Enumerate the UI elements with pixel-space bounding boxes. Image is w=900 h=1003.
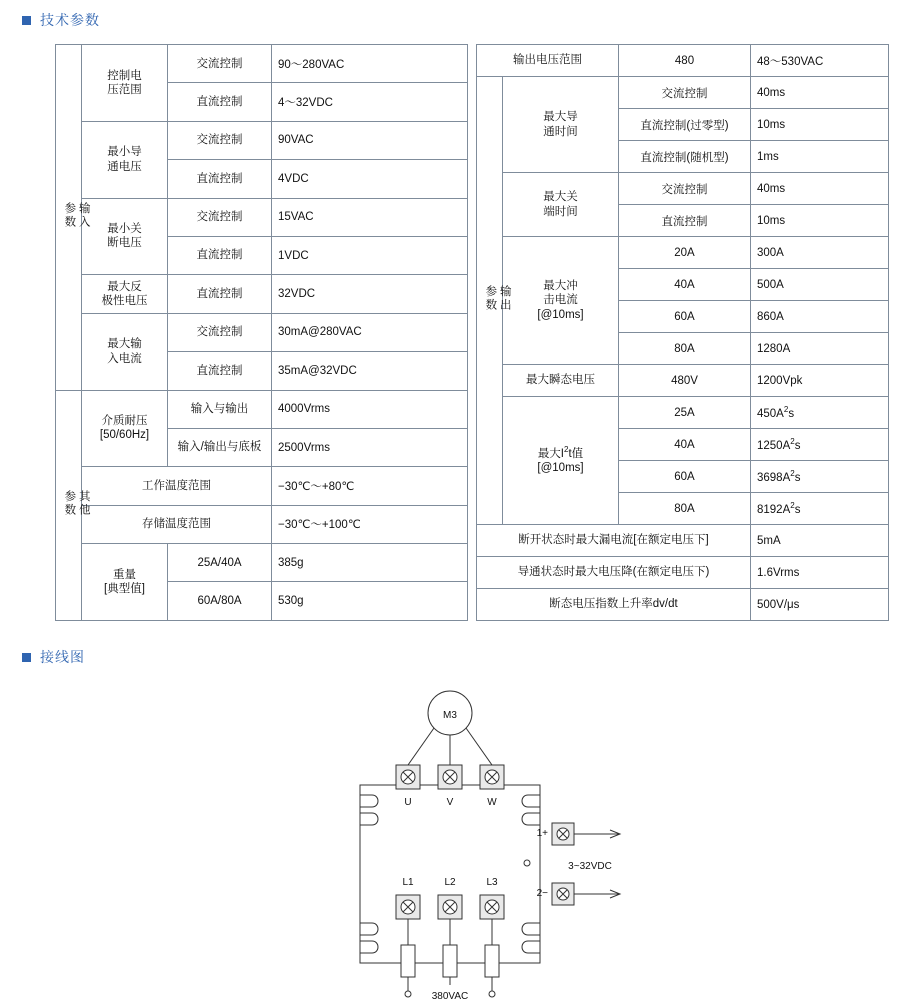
table-row	[56, 313, 468, 351]
value-on-time-dc-zero: 10ms	[751, 109, 889, 141]
value-surge-40a: 500A	[751, 269, 889, 301]
value-i2t-40a: $1250A^2s$	[751, 429, 889, 461]
value-max-leak-current: 5mA	[751, 525, 889, 557]
value-on-time-dc-random: 1ms	[751, 141, 889, 173]
value-out-volt-mid: 480	[619, 45, 751, 77]
value-on-time-ac: 40ms	[751, 77, 889, 109]
sublabel-25a: 25A	[619, 397, 751, 429]
value-surge-60a: 860A	[751, 301, 889, 333]
label-max-reverse-volt: 最大反 极性电压	[82, 275, 168, 313]
label-store-temp: 存储温度范围	[82, 505, 272, 543]
table-row	[477, 557, 889, 589]
value-max-reverse: 32VDC	[272, 275, 468, 313]
sublabel-dc-random: 直流控制(随机型)	[619, 141, 751, 173]
table-row	[477, 397, 889, 429]
sublabel-dc-control: 直流控制	[168, 236, 272, 274]
value-out-volt-range: 48～530VAC	[751, 45, 889, 77]
sublabel-40a: 40A	[619, 429, 751, 461]
value-dielectric-base: 2500Vrms	[272, 428, 468, 466]
sublabel-80a: 80A	[619, 493, 751, 525]
label-weight: 重量 [典型值]	[82, 544, 168, 621]
wiring-section-header	[0, 647, 900, 667]
label-dvdt: 断态电压指数上升率dv/dt	[477, 589, 751, 621]
table-row	[56, 505, 468, 543]
table-row	[477, 45, 889, 77]
dc-range-label: 3~32VDC	[568, 861, 612, 872]
value-off-time-dc: 10ms	[751, 205, 889, 237]
value-i2t-80a: $8192A^2s$	[751, 493, 889, 525]
table-row	[477, 173, 889, 205]
label-min-off-volt: 最小关 断电压	[82, 198, 168, 275]
sublabel-ac-control: 交流控制	[619, 173, 751, 205]
sublabel-60a: 60A	[619, 301, 751, 333]
table-row	[56, 544, 468, 582]
value-max-in-dc: 35mA@32VDC	[272, 352, 468, 390]
label-dielectric: 介质耐压 [50/60Hz]	[82, 390, 168, 467]
label-max-i2t: 最大$I^2t$值 [@10ms]	[503, 397, 619, 525]
sublabel-60a: 60A	[619, 461, 751, 493]
value-store-temp: −30℃～+100℃	[272, 505, 468, 543]
table-row	[477, 365, 889, 397]
terminal-label-v: V	[446, 797, 454, 808]
wiring-diagram	[0, 673, 900, 1003]
wiring-diagram-svg	[0, 673, 900, 1003]
table-row	[477, 525, 889, 557]
sublabel-dc-control: 直流控制	[619, 205, 751, 237]
dc-plus-label: 1+	[536, 828, 548, 839]
value-transient: 1200Vpk	[751, 365, 889, 397]
value-min-off-dc: 1VDC	[272, 236, 468, 274]
table-row	[56, 275, 468, 313]
value-dielectric-in-out: 4000Vrms	[272, 390, 468, 428]
sublabel-ac-control: 交流控制	[168, 121, 272, 159]
value-surge-20a: 300A	[751, 237, 889, 269]
sublabel-in-out: 输入与输出	[168, 390, 272, 428]
wiring-section-title: 接线图	[40, 649, 85, 665]
specs-section-title: 技术参数	[40, 12, 100, 28]
value-i2t-25a: $450A^2s$	[751, 397, 889, 429]
input-parameters-table	[55, 44, 468, 621]
spec-tables	[55, 44, 900, 621]
value-max-volt-drop: 1.6Vrms	[751, 557, 889, 589]
sublabel-20a: 20A	[619, 237, 751, 269]
sublabel-40a: 40A	[619, 269, 751, 301]
sublabel-dc-control: 直流控制	[168, 352, 272, 390]
value-max-in-ac: 30mA@280VAC	[272, 313, 468, 351]
value-i2t-60a: $3698A^2s$	[751, 461, 889, 493]
sublabel-dc-control: 直流控制	[168, 160, 272, 198]
supply-label: 380VAC	[431, 991, 469, 1002]
label-max-in-current: 最大输 入电流	[82, 313, 168, 390]
label-max-off-time: 最大关 端时间	[503, 173, 619, 237]
value-off-time-ac: 40ms	[751, 173, 889, 205]
output-parameters-table	[476, 44, 889, 621]
sublabel-ac-control: 交流控制	[168, 45, 272, 83]
value-ctrl-volt-ac: 90～280VAC	[272, 45, 468, 83]
label-max-surge-current: 最大冲 击电流 [@10ms]	[503, 237, 619, 365]
terminal-label-w: W	[487, 797, 497, 808]
bullet-square-icon	[22, 16, 31, 25]
table-row	[56, 198, 468, 236]
table-row	[56, 121, 468, 159]
label-out-volt-range: 输出电压范围	[477, 45, 619, 77]
label-max-leak-current: 断开状态时最大漏电流[在额定电压下]	[477, 525, 751, 557]
sublabel-80a: 80A	[619, 333, 751, 365]
table-row	[56, 390, 468, 428]
terminal-label-l3: L3	[486, 877, 498, 888]
sublabel-25a-40a: 25A/40A	[168, 544, 272, 582]
label-max-on-time: 最大导 通时间	[503, 77, 619, 173]
table-row	[56, 467, 468, 505]
sublabel-dc-control: 直流控制	[168, 275, 272, 313]
group-output-params: 输出 参数	[477, 77, 503, 525]
group-other-params: 其他 参数	[56, 390, 82, 620]
sublabel-ac-control: 交流控制	[619, 77, 751, 109]
label-ctrl-volt-range: 控制电 压范围	[82, 45, 168, 122]
group-input-params: 输入 参数	[56, 45, 82, 391]
motor-label: M3	[443, 710, 457, 721]
dc-minus-label: 2−	[536, 888, 548, 899]
value-ctrl-volt-dc: 4～32VDC	[272, 83, 468, 121]
sublabel-60a-80a: 60A/80A	[168, 582, 272, 621]
specs-section-header	[0, 10, 900, 30]
value-surge-80a: 1280A	[751, 333, 889, 365]
terminal-label-l1: L1	[402, 877, 414, 888]
table-row	[477, 237, 889, 269]
sublabel-ac-control: 交流控制	[168, 198, 272, 236]
bullet-square-icon	[22, 653, 31, 662]
label-min-on-volt: 最小导 通电压	[82, 121, 168, 198]
terminal-label-u: U	[404, 797, 412, 808]
sublabel-in-out-base: 输入/输出与底板	[168, 428, 272, 466]
table-row	[56, 45, 468, 83]
table-row	[477, 589, 889, 621]
label-max-volt-drop: 导通状态时最大电压降(在额定电压下)	[477, 557, 751, 589]
value-min-off-ac: 15VAC	[272, 198, 468, 236]
sublabel-ac-control: 交流控制	[168, 313, 272, 351]
sublabel-dc-zero: 直流控制(过零型)	[619, 109, 751, 141]
label-max-transient-volt: 最大瞬态电压	[503, 365, 619, 397]
table-row	[477, 77, 889, 109]
sublabel-dc-control: 直流控制	[168, 83, 272, 121]
terminal-label-l2: L2	[444, 877, 456, 888]
value-weight-60-80: 530g	[272, 582, 468, 621]
value-weight-25-40: 385g	[272, 544, 468, 582]
value-min-on-ac: 90VAC	[272, 121, 468, 159]
value-min-on-dc: 4VDC	[272, 160, 468, 198]
value-transient-mid: 480V	[619, 365, 751, 397]
value-dvdt: 500V/μs	[751, 589, 889, 621]
label-work-temp: 工作温度范围	[82, 467, 272, 505]
value-work-temp: −30℃～+80℃	[272, 467, 468, 505]
